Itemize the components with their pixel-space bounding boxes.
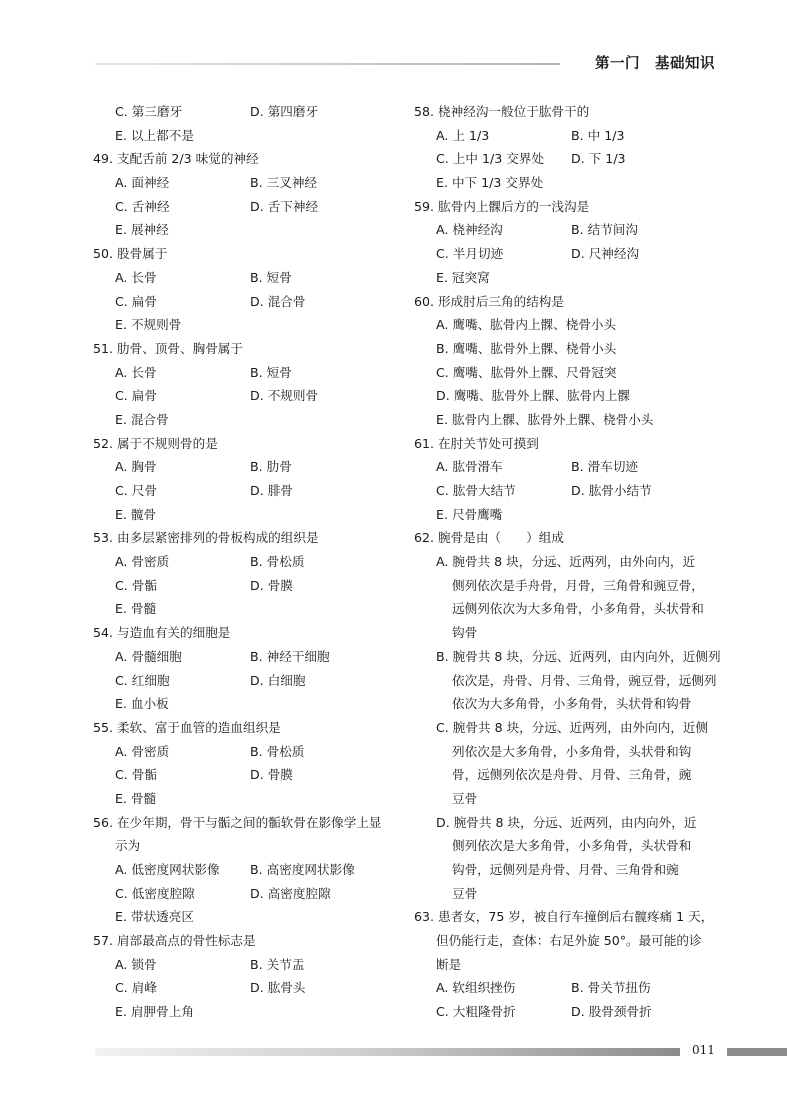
- question-stem: 56. 在少年期，骨干与骺之间的骺软骨在影像学上显: [93, 814, 382, 830]
- option: B. 骨松质: [250, 554, 305, 570]
- option: B. 骨关节扭伤: [571, 980, 651, 996]
- question-48-tail: [93, 100, 403, 147]
- option: C. 第三磨牙: [115, 104, 183, 119]
- option: D. 高密度腔隙: [250, 885, 331, 901]
- option: A. 低密度网状影像: [115, 862, 220, 877]
- option-line: 列依次是大多角骨，小多角骨，头状骨和钩: [452, 743, 692, 759]
- question-stem-cont: 示为: [115, 838, 141, 854]
- option-line: 依次是，舟骨、月骨、三角骨，豌豆骨，远侧列: [452, 672, 717, 688]
- option: E. 混合骨: [115, 411, 169, 427]
- option: B. 结节间沟: [571, 222, 639, 238]
- question-stem: 52. 属于不规则骨的是: [93, 435, 218, 451]
- question-55: [93, 716, 403, 811]
- question-stem: 62. 腕骨是由（ ）组成: [414, 530, 564, 546]
- question-stem: 49. 支配舌前 2/3 味觉的神经: [93, 151, 259, 167]
- option-a: [414, 550, 724, 645]
- option: B. 中 1/3: [571, 127, 625, 143]
- option: C. 鹰嘴、肱骨外上髁、尺骨冠突: [436, 364, 617, 380]
- question-50: [93, 242, 403, 337]
- option-line: 依次为大多角骨，小多角骨，头状骨和钩骨: [452, 696, 692, 712]
- option-line: 豆骨: [452, 885, 478, 901]
- question-52: [93, 432, 403, 527]
- option: D. 下 1/3: [571, 151, 626, 167]
- option: C. 尺骨: [115, 483, 157, 498]
- option: E. 肩胛骨上角: [115, 1004, 194, 1020]
- question-56: [93, 811, 403, 929]
- option-line: B. 腕骨共 8 块，分远、近两列，由内向外，近侧列: [436, 648, 721, 664]
- option: E. 中下 1/3 交界处: [436, 175, 544, 191]
- option: B. 短骨: [250, 364, 292, 380]
- question-stem-cont: 断是: [436, 956, 462, 972]
- option: B. 神经干细胞: [250, 648, 330, 664]
- footer-bar: [95, 1048, 680, 1056]
- question-stem-cont: 但仍能行走，查体：右足外旋 50°。最可能的诊: [436, 933, 702, 949]
- option: E. 髋骨: [115, 506, 157, 522]
- header-rule: [95, 63, 560, 65]
- option: D. 第四磨牙: [250, 104, 319, 119]
- option: A. 长骨: [115, 269, 157, 285]
- chapter-title: 第一门 基础知识: [595, 56, 715, 72]
- option: A. 上 1/3: [436, 127, 490, 143]
- option: D. 骨膜: [250, 577, 293, 593]
- option: A. 面神经: [115, 175, 170, 191]
- option-line: C. 腕骨共 8 块，分远、近两列，由外向内，近侧: [436, 719, 709, 735]
- option: D. 不规则骨: [250, 388, 319, 404]
- question-stem: 53. 由多层紧密排列的骨板构成的组织是: [93, 530, 319, 546]
- option: B. 鹰嘴、肱骨外上髁、桡骨小头: [436, 340, 617, 356]
- question-stem: 59. 肱骨内上髁后方的一浅沟是: [414, 198, 590, 214]
- option: A. 软组织挫伤: [436, 980, 516, 996]
- option: E. 血小板: [115, 696, 169, 712]
- left-column: [93, 100, 403, 1024]
- question-49: [93, 147, 403, 242]
- question-53: [93, 526, 403, 621]
- question-stem: 57. 肩部最高点的骨性标志是: [93, 933, 256, 949]
- option: D. 腓骨: [250, 483, 293, 498]
- question-stem: 55. 柔软、富于血管的造血组织是: [93, 719, 281, 735]
- option: C. 舌神经: [115, 198, 170, 214]
- option: B. 三叉神经: [250, 175, 318, 191]
- option: C. 半月切迹: [436, 246, 504, 262]
- question-58: [414, 100, 724, 195]
- question-stem: 63. 患者女，75 岁，被自行车撞倒后右髋疼痛 1 天，: [414, 909, 714, 925]
- option: B. 短骨: [250, 269, 292, 285]
- option: B. 高密度网状影像: [250, 862, 355, 877]
- question-51: [93, 337, 403, 432]
- option: C. 低密度腔隙: [115, 885, 195, 901]
- option: A. 骨密质: [115, 743, 170, 759]
- option: E. 骨髓: [115, 601, 157, 617]
- option-line: 侧列依次是手舟骨，月骨，三角骨和豌豆骨，: [452, 577, 704, 593]
- option: C. 骨骺: [115, 577, 157, 593]
- option: E. 带状透亮区: [115, 909, 194, 925]
- option-line: 钩骨，远侧列是舟骨、月骨、三角骨和豌: [452, 862, 679, 877]
- question-57: [93, 929, 403, 1024]
- question-stem: 60. 形成肘后三角的结构是: [414, 293, 564, 309]
- option: D. 股骨颈骨折: [571, 1004, 652, 1020]
- option: A. 桡神经沟: [436, 222, 503, 238]
- option-line: 豆骨: [452, 790, 478, 806]
- option-line: D. 腕骨共 8 块，分远、近两列，由内向外，近: [436, 814, 697, 830]
- option-line: 钩骨: [452, 625, 478, 641]
- question-60: [414, 290, 724, 432]
- question-54: [93, 621, 403, 716]
- option: D. 肱骨小结节: [571, 483, 652, 498]
- page-number: 011: [692, 1043, 715, 1057]
- option: D. 肱骨头: [250, 980, 306, 996]
- option: D. 鹰嘴、肱骨外上髁、肱骨内上髁: [436, 388, 631, 404]
- option: E. 展神经: [115, 222, 169, 238]
- option: D. 混合骨: [250, 293, 306, 309]
- question-stem: 50. 股骨属于: [93, 246, 168, 262]
- right-column: [414, 100, 724, 1024]
- option: B. 肋骨: [250, 459, 292, 475]
- option: C. 上中 1/3 交界处: [436, 151, 545, 167]
- option-d: [414, 811, 724, 906]
- question-stem: 54. 与造血有关的细胞是: [93, 625, 231, 641]
- option: D. 骨膜: [250, 767, 293, 783]
- option: B. 关节盂: [250, 956, 305, 972]
- question-stem: 51. 肋骨、顶骨、胸骨属于: [93, 340, 243, 356]
- option: C. 红细胞: [115, 672, 170, 688]
- option: D. 白细胞: [250, 672, 306, 688]
- footer-bar-right: [727, 1048, 787, 1056]
- question-61: [414, 432, 724, 527]
- option: C. 大粗隆骨折: [436, 1004, 516, 1020]
- option: A. 长骨: [115, 364, 157, 380]
- option: D. 舌下神经: [250, 198, 319, 214]
- option: A. 胸骨: [115, 459, 157, 475]
- question-stem: 58. 桡神经沟一般位于肱骨干的: [414, 104, 590, 119]
- option: C. 肱骨大结节: [436, 483, 516, 498]
- option: A. 鹰嘴、肱骨内上髁、桡骨小头: [436, 317, 617, 333]
- option: C. 扁骨: [115, 388, 157, 404]
- option: E. 骨髓: [115, 790, 157, 806]
- option: B. 滑车切迹: [571, 459, 639, 475]
- option: D. 尺神经沟: [571, 246, 640, 262]
- question-stem: 61. 在肘关节处可摸到: [414, 435, 539, 451]
- option: A. 锁骨: [115, 956, 157, 972]
- option: E. 肱骨内上髁、肱骨外上髁、桡骨小头: [436, 411, 654, 427]
- question-62: [414, 526, 724, 905]
- option: E. 冠突窝: [436, 269, 490, 285]
- option: E. 以上都不是: [115, 127, 194, 143]
- option: A. 骨密质: [115, 554, 170, 570]
- option-line: 侧列依次是大多角骨，小多角骨，头状骨和: [452, 838, 692, 854]
- option-line: A. 腕骨共 8 块，分远、近两列，由外向内，近: [436, 554, 696, 570]
- option: E. 尺骨鹰嘴: [436, 506, 503, 522]
- option: C. 扁骨: [115, 293, 157, 309]
- option: A. 骨髓细胞: [115, 648, 182, 664]
- option-b: [414, 645, 724, 716]
- option: A. 肱骨滑车: [436, 459, 503, 475]
- question-63: [414, 905, 724, 1023]
- question-59: [414, 195, 724, 290]
- option: E. 不规则骨: [115, 317, 182, 333]
- option: B. 骨松质: [250, 743, 305, 759]
- option-c: [414, 716, 724, 811]
- option: C. 骨骺: [115, 767, 157, 783]
- option: C. 肩峰: [115, 980, 157, 996]
- option-line: 远侧列依次为大多角骨，小多角骨，头状骨和: [452, 601, 704, 617]
- option-line: 骨，远侧列依次是舟骨、月骨、三角骨，豌: [452, 767, 692, 783]
